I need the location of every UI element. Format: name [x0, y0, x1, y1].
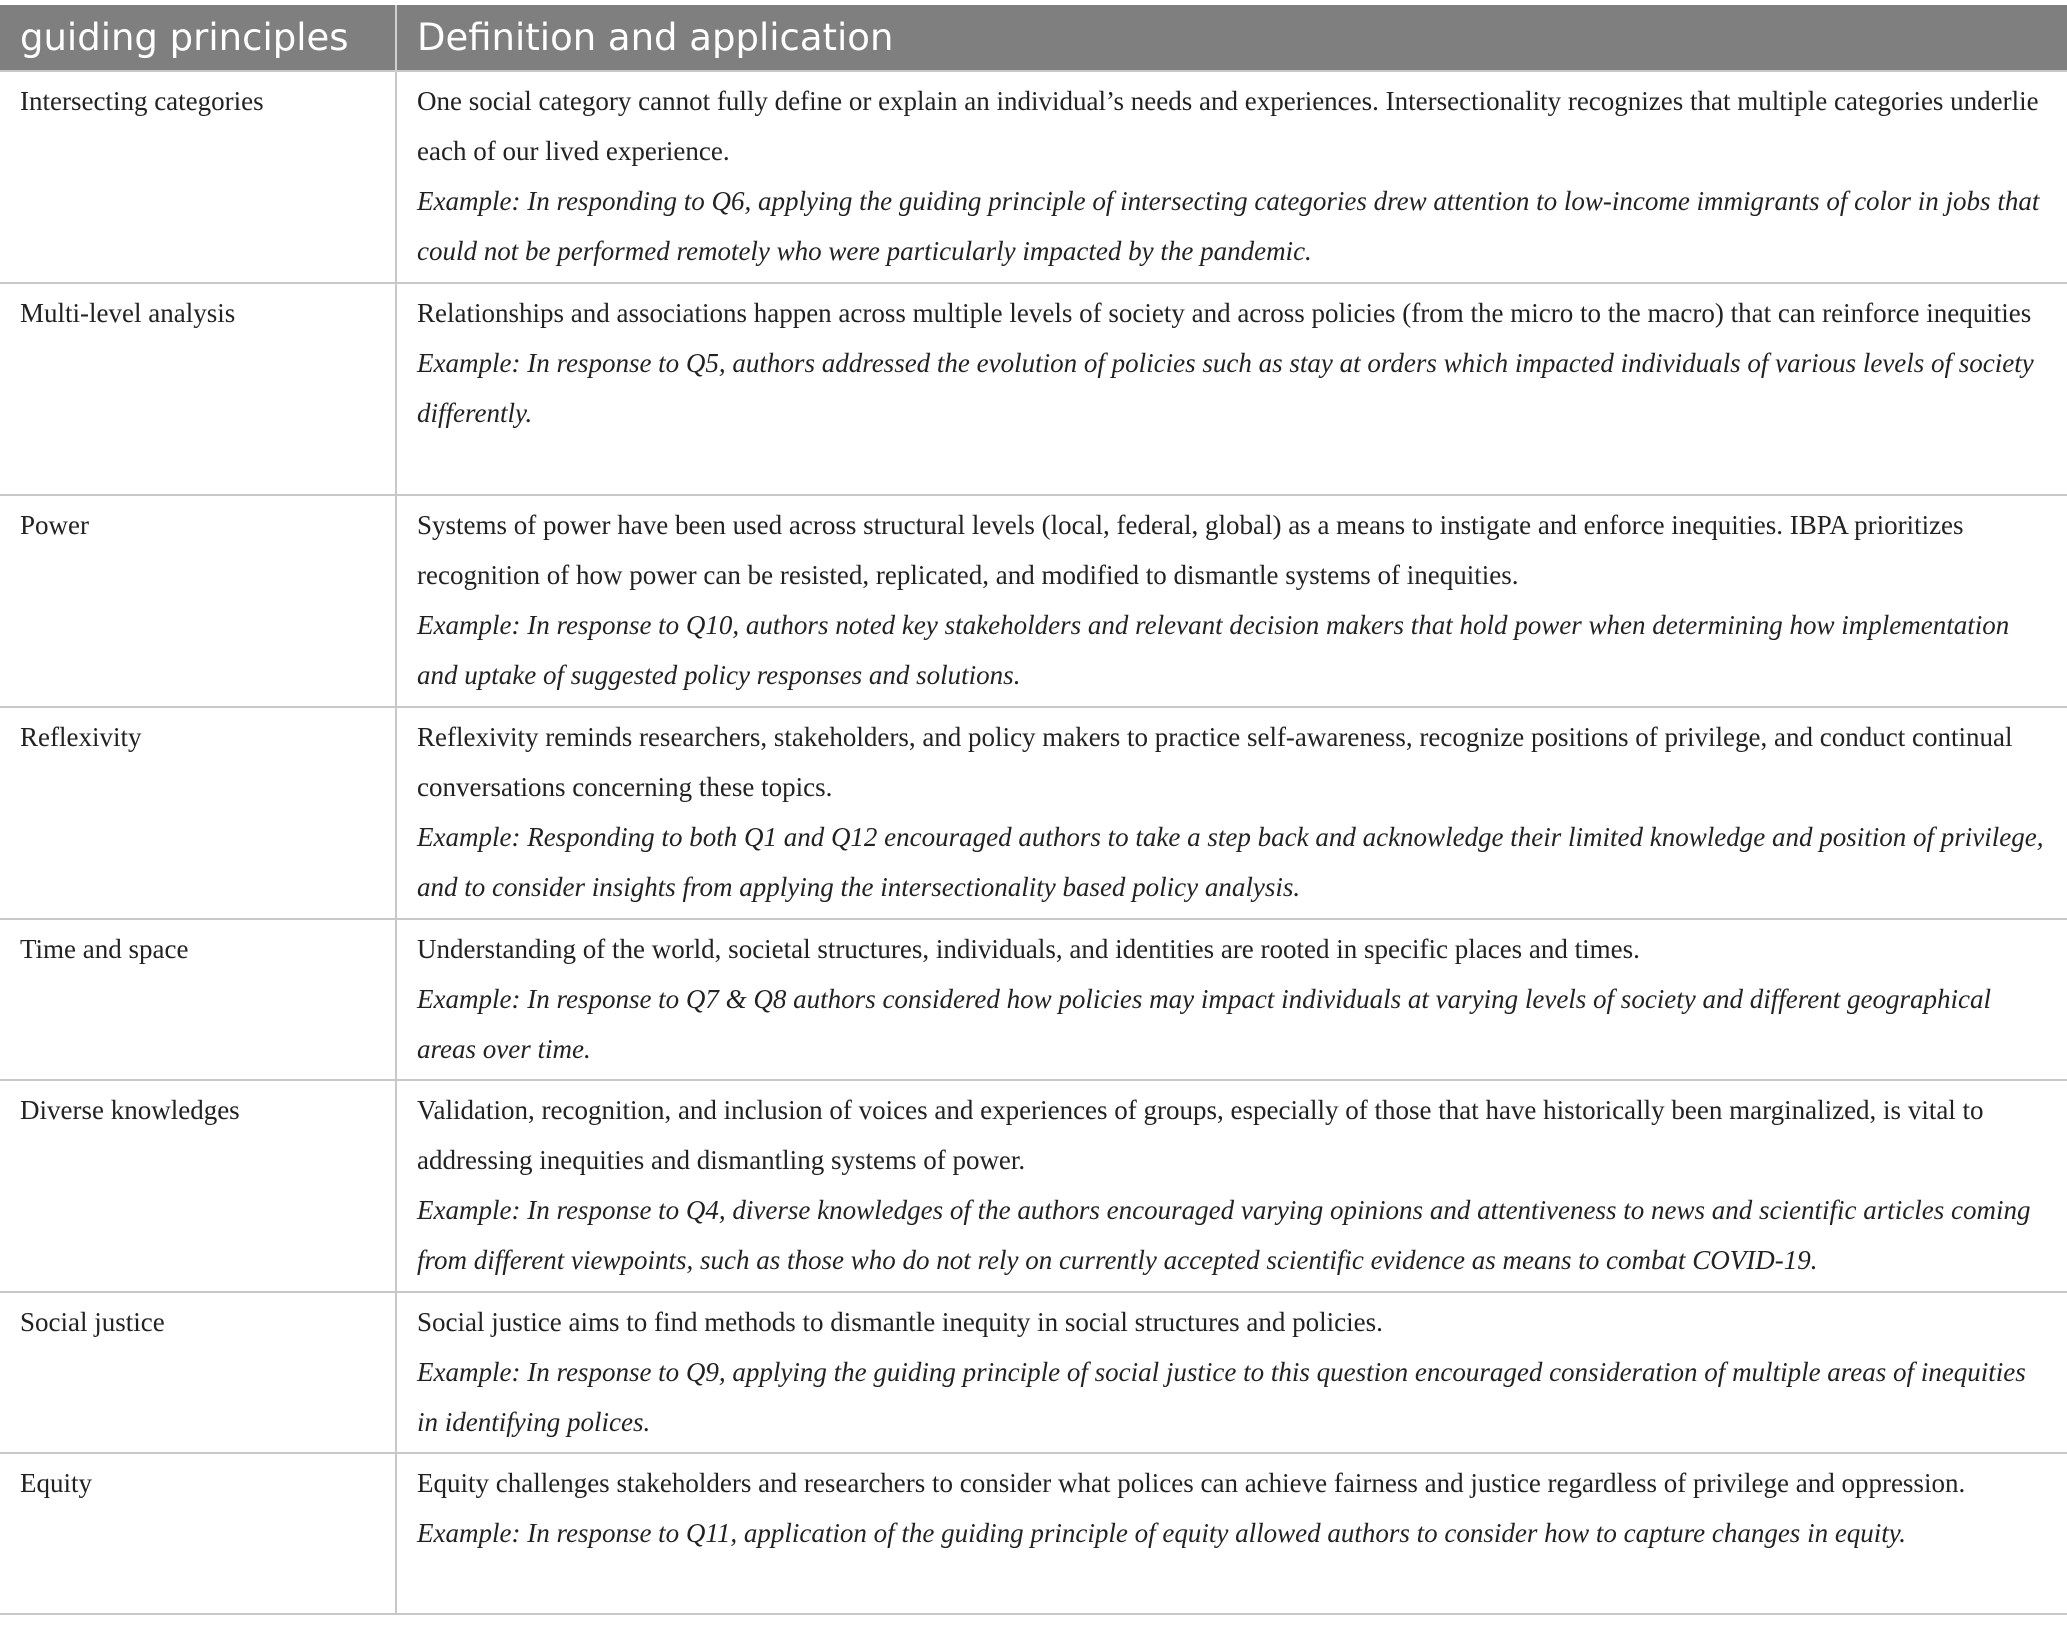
principle-cell: Multi-level analysis	[0, 283, 396, 495]
example-text: Example: In response to Q9, applying the guiding principle of social justice to this question encouraged consideration of multiple areas of inequities in identifying polices.	[417, 1357, 2026, 1437]
definition-text: Equity challenges stakeholders and researchers to consider what polices can achieve fairness and justice regardless of privilege and oppression.	[417, 1468, 1966, 1498]
principle-cell: Intersecting categories	[0, 71, 396, 283]
principle-cell: Diverse knowledges	[0, 1080, 396, 1292]
table-row	[0, 1080, 2067, 1292]
definition-text: Validation, recognition, and inclusion of voices and experiences of groups, especially of those that have historically been marginalized, is vital to addressing inequities and dismantling systems of power.	[417, 1095, 1984, 1175]
definition-text: Understanding of the world, societal structures, individuals, and identities are rooted in specific places and times.	[417, 934, 1640, 964]
principle-cell: Reflexivity	[0, 707, 396, 919]
table-row	[0, 71, 2067, 283]
table-row	[0, 1292, 2067, 1453]
column-header-principles: guiding principles	[0, 5, 396, 71]
definition-cell	[396, 495, 2067, 707]
principles-table-container	[0, 5, 2067, 1615]
table-header-row	[0, 5, 2067, 71]
example-text: Example: Responding to both Q1 and Q12 encouraged authors to take a step back and acknowledge their limited knowledge and position of privilege, and to consider insights from applying the intersectionality based policy analysis.	[417, 822, 2044, 902]
definition-cell	[396, 707, 2067, 919]
column-header-definition: Definition and application	[396, 5, 2067, 71]
definition-text: Social justice aims to find methods to dismantle inequity in social structures and policies.	[417, 1307, 1383, 1337]
table-row	[0, 283, 2067, 495]
example-text: Example: In responding to Q6, applying the guiding principle of intersecting categories drew attention to low-income immigrants of color in jobs that could not be performed remotely who were particularly impacted by the pandemic.	[417, 186, 2040, 266]
principle-cell: Equity	[0, 1453, 396, 1614]
principle-cell: Power	[0, 495, 396, 707]
definition-text: Reflexivity reminds researchers, stakeholders, and policy makers to practice self-awareness, recognize positions of privilege, and conduct continual conversations concerning these topics.	[417, 722, 2013, 802]
example-text: Example: In response to Q4, diverse knowledges of the authors encouraged varying opinions and attentiveness to news and scientific articles coming from different viewpoints, such as those who do not rely on currently accepted scientific evidence as means to combat COVID-19.	[417, 1195, 2031, 1275]
definition-text: Systems of power have been used across structural levels (local, federal, global) as a means to instigate and enforce inequities. IBPA prioritizes recognition of how power can be resisted, replicated, and modified to dismantle systems of inequities.	[417, 510, 1964, 590]
principle-cell: Social justice	[0, 1292, 396, 1453]
definition-cell	[396, 1453, 2067, 1614]
table-row	[0, 919, 2067, 1080]
definition-cell	[396, 1080, 2067, 1292]
example-text: Example: In response to Q5, authors addressed the evolution of policies such as stay at orders which impacted individuals of various levels of society differently.	[417, 348, 2034, 428]
example-text: Example: In response to Q11, application of the guiding principle of equity allowed authors to consider how to capture changes in equity.	[417, 1518, 1907, 1548]
principles-table	[0, 5, 2067, 1615]
definition-cell	[396, 1292, 2067, 1453]
definition-cell	[396, 71, 2067, 283]
definition-text: One social category cannot fully define or explain an individual’s needs and experiences. Intersectionality recognizes that multiple categories underlie each of our lived experience.	[417, 86, 2039, 166]
definition-cell	[396, 283, 2067, 495]
example-text: Example: In response to Q7 & Q8 authors considered how policies may impact individuals at varying levels of society and different geographical areas over time.	[417, 984, 1991, 1064]
definition-text: Relationships and associations happen across multiple levels of society and across policies (from the micro to the macro) that can reinforce inequities	[417, 298, 2032, 328]
table-row	[0, 495, 2067, 707]
definition-cell	[396, 919, 2067, 1080]
table-row	[0, 1453, 2067, 1614]
principle-cell: Time and space	[0, 919, 396, 1080]
example-text: Example: In response to Q10, authors noted key stakeholders and relevant decision makers that hold power when determining how implementation and uptake of suggested policy responses and solutions.	[417, 610, 2010, 690]
table-row	[0, 707, 2067, 919]
